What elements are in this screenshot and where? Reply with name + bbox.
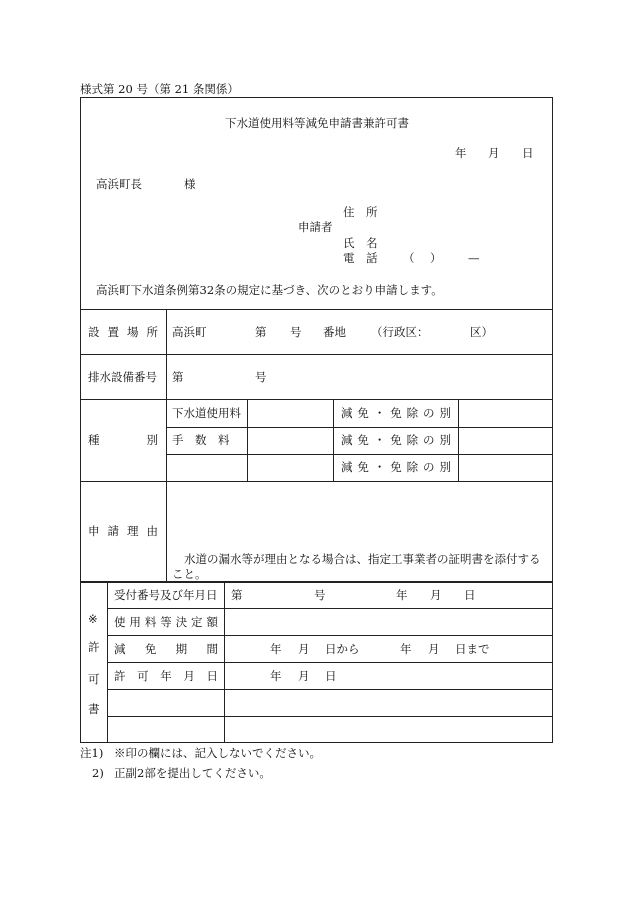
permit-side-ka: 可 <box>88 672 100 686</box>
permit-side-sho: 書 <box>88 702 100 716</box>
location-district-close: 区） <box>470 325 493 339</box>
permit-date-label: 許 可 年 月 日 <box>114 669 218 683</box>
reason-note-line2: こと。 <box>172 567 207 581</box>
honorific: 様 <box>184 177 196 191</box>
exemption-period-label: 減 免 期 間 <box>114 642 218 656</box>
drainage-dai: 第 <box>172 370 184 384</box>
location-district-open: （行政区： <box>371 325 429 339</box>
date-month: 月 <box>488 146 500 160</box>
phone-close-paren: ） <box>430 251 442 265</box>
permit-side-mark: ※ <box>88 612 98 626</box>
permit-day: 日 <box>325 669 337 683</box>
location-label: 設 置 場 所 <box>88 325 158 339</box>
type-item-sewer-fee: 下水道使用料 <box>172 406 241 420</box>
date-year: 年 <box>455 146 467 160</box>
drainage-go: 号 <box>255 370 267 384</box>
form-frame <box>80 97 553 582</box>
addressee: 高浜町長 <box>96 177 142 191</box>
location-go: 号 <box>290 325 302 339</box>
reason-note-line1: 水道の漏水等が理由となる場合は、指定工事業者の証明書を添付する <box>184 552 541 566</box>
period-from: 日から <box>325 642 360 656</box>
reason-label: 申 請 理 由 <box>88 524 158 538</box>
form-number-label: 様式第 20 号（第 21 条関係） <box>80 82 239 96</box>
note-1-number: 注1) <box>80 746 104 760</box>
receipt-year: 年 <box>396 588 408 602</box>
note-1-text: ※印の欄には、記入しないでください。 <box>114 746 321 760</box>
location-banchi: 番地 <box>323 325 346 339</box>
period-month-2: 月 <box>428 642 440 656</box>
drainage-label: 排水設備番号 <box>88 370 157 384</box>
type-label: 種 別 <box>88 433 158 447</box>
type-choice-2: 減 免 ・ 免 除 の 別 <box>341 433 451 447</box>
permit-side-kyo: 許 <box>88 640 100 654</box>
type-item-handling-fee: 手 数 料 <box>172 433 230 447</box>
location-dai: 第 <box>255 325 267 339</box>
phone-open-paren: （ <box>403 251 415 265</box>
type-choice-3: 減 免 ・ 免 除 の 別 <box>341 460 451 474</box>
period-until: 日まで <box>455 642 490 656</box>
permit-year: 年 <box>270 669 282 683</box>
permit-month: 月 <box>298 669 310 683</box>
phone-dash: — <box>468 251 480 265</box>
receipt-month: 月 <box>430 588 442 602</box>
applicant-address-label: 住 所 <box>343 205 378 219</box>
type-choice-1: 減 免 ・ 免 除 の 別 <box>341 406 451 420</box>
period-year-2: 年 <box>400 642 412 656</box>
receipt-dai: 第 <box>231 588 243 602</box>
location-town: 高浜町 <box>172 325 207 339</box>
period-year: 年 <box>270 642 282 656</box>
receipt-day: 日 <box>464 588 476 602</box>
form-title: 下水道使用料等減免申請書兼許可書 <box>225 116 409 130</box>
applicant-phone-label: 電 話 <box>343 251 378 265</box>
note-2-number: 2) <box>92 766 104 780</box>
receipt-go: 号 <box>314 588 326 602</box>
period-month: 月 <box>298 642 310 656</box>
applicant-name-label: 氏 名 <box>343 236 378 250</box>
application-statement: 高浜町下水道条例第32条の規定に基づき、次のとおり申請します。 <box>96 283 443 297</box>
note-2-text: 正副2部を提出してください。 <box>114 766 271 780</box>
decided-amount-label: 使 用 料 等 決 定 額 <box>114 615 218 629</box>
applicant-label: 申請者 <box>298 220 333 234</box>
receipt-label: 受付番号及び年月日 <box>114 588 218 602</box>
date-day: 日 <box>522 146 534 160</box>
